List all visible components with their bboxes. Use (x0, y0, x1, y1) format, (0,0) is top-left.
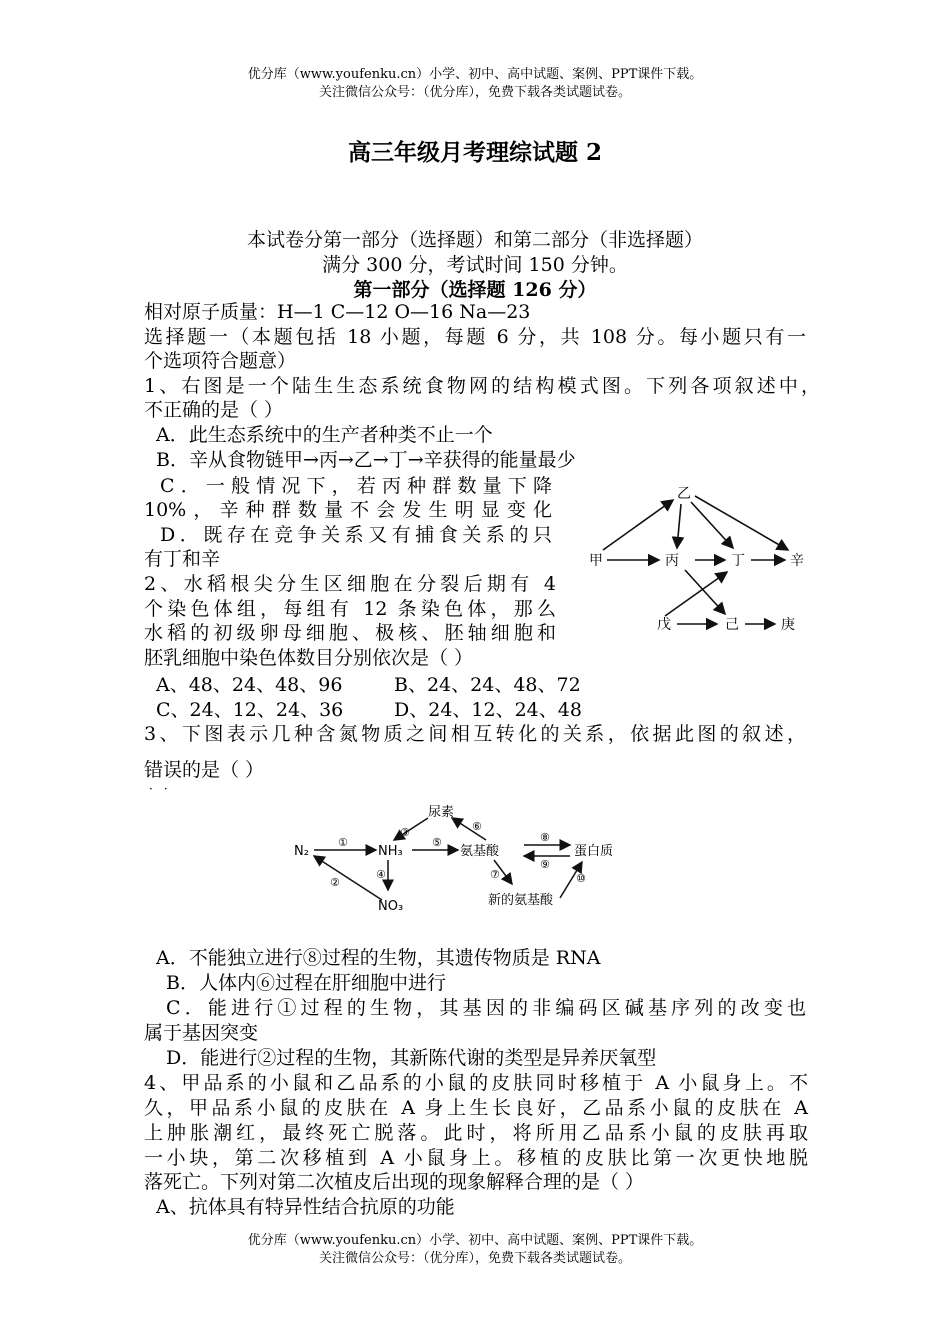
q4-stem-cont1: 久，甲品系小鼠的皮肤在 A 身上生长良好，乙品系小鼠的皮肤在 A (144, 1097, 808, 1119)
foodweb-arrow-yi-bing (677, 504, 681, 548)
q3-option-c: C．能进行①过程的生物，其基因的非编码区碱基序列的改变也 (166, 997, 806, 1019)
section1-instructions-cont: 个选项符合题意） (144, 350, 297, 372)
q3-option-a: A．不能独立进行⑧过程的生物，其遗传物质是 RNA (156, 947, 601, 969)
q4-stem-cont2: 上肿胀潮红，最终死亡脱落。此时，将所用乙品系小鼠的皮肤再取 (144, 1122, 808, 1144)
q1-option-d: D．既存在竞争关系又有捕食关系的只 (160, 524, 552, 546)
n-step-2: ② (330, 876, 340, 889)
foodweb-node-yi: 乙 (677, 486, 691, 502)
q2-option-c: C、24、12、24、36 (156, 699, 344, 721)
q2-stem-cont1: 个染色体组，每组有 12 条染色体，那么 (144, 598, 556, 620)
q2-option-a: A、48、24、48、96 (156, 674, 343, 696)
q3-option-c-cont: 属于基因突变 (144, 1022, 259, 1044)
q3-option-b: B．人体内⑥过程在肝细胞中进行 (166, 972, 446, 994)
n-node-n2: N₂ (294, 844, 309, 859)
foodweb-node-ding: 丁 (731, 553, 745, 569)
page-title: 高三年级月考理综试题 2 (347, 139, 602, 166)
intro-line2: 满分 300 分，考试时间 150 分钟。 (322, 254, 628, 276)
n-step-8: ⑧ (540, 831, 550, 844)
q2-stem-cont3: 胚乳细胞中染色体数目分别依次是（ ） (144, 647, 474, 669)
q1-option-a: A．此生态系统中的生产者种类不止一个 (156, 424, 493, 446)
page-footer-line1: 优分库（www.youfenku.cn）小学、初中、高中试题、案例、PPT课件下载。 (247, 1233, 703, 1248)
foodweb-arrow-yi-xin (695, 496, 788, 550)
n-step-9: ⑨ (540, 858, 550, 871)
q1-option-d-cont: 有丁和辛 (144, 548, 221, 570)
n-node-amino: 氨基酸 (460, 844, 500, 859)
n-node-new-amino: 新的氨基酸 (488, 893, 554, 908)
n-arrow-2 (314, 856, 382, 900)
part1-heading: 第一部分（选择题 126 分） (353, 279, 597, 301)
n-step-10: ⑩ (576, 872, 586, 885)
n-step-3: ③ (400, 826, 410, 839)
q1-stem: 1、右图是一个陆生生态系统食物网的结构模式图。下列各项叙述中， (144, 375, 820, 397)
q3-stem-cont: 错误的是（ ） (144, 759, 265, 781)
section1-instructions: 选择题一（本题包括 18 小题，每题 6 分，共 108 分。每小题只有一 (144, 326, 806, 348)
intro-line1: 本试卷分第一部分（选择题）和第二部分（非选择题） (246, 229, 703, 251)
foodweb-arrow-yi-ding (691, 502, 733, 548)
foodweb-arrow-bing-ji (685, 570, 725, 614)
q1-option-c: C．一般情况下，若丙种群数量下降 (160, 475, 552, 497)
n-node-urea: 尿素 (428, 805, 455, 820)
n-step-5: ⑤ (432, 836, 442, 849)
q2-option-b: B、24、24、48、72 (394, 674, 581, 696)
food-web-diagram (585, 478, 820, 638)
q1-option-c-cont: 10%，辛种群数量不会发生明显变化 (144, 499, 552, 521)
q2-stem: 2、水稻根尖分生区细胞在分裂后期有 4 (144, 573, 556, 595)
foodweb-node-ji: 己 (725, 617, 739, 633)
n-node-nh3: NH₃ (378, 844, 403, 859)
n-step-1: ① (338, 836, 348, 849)
n-step-6: ⑥ (472, 820, 482, 833)
q3-stem: 3、下图表示几种含氮物质之间相互转化的关系，依据此图的叙述， (144, 723, 806, 745)
q3-option-d: D．能进行②过程的生物，其新陈代谢的类型是异养厌氧型 (166, 1047, 657, 1069)
q1-option-b: B．辛从食物链甲→丙→乙→丁→辛获得的能量最少 (156, 449, 576, 471)
foodweb-node-bing: 丙 (665, 553, 679, 569)
q2-stem-cont2: 水稻的初级卵母细胞、极核、胚轴细胞和 (144, 622, 556, 644)
page-footer-line2: 关注微信公众号：（优分库），免费下载各类试题试卷。 (318, 1251, 631, 1266)
q4-stem-cont3: 一小块，第二次移植到 A 小鼠身上。移植的皮肤比第一次更快地脱 (144, 1147, 808, 1169)
q4-stem-cont4: 落死亡。下列对第二次植皮后出现的现象解释合理的是（ ） (144, 1171, 645, 1193)
q4-option-a: A、抗体具有特异性结合抗原的功能 (156, 1196, 455, 1218)
page-header-line1: 优分库（www.youfenku.cn）小学、初中、高中试题、案例、PPT课件下载。 (247, 67, 703, 82)
foodweb-arrow-wu-ding (665, 572, 727, 616)
foodweb-node-wu: 戊 (657, 617, 671, 633)
page-header-line2: 关注微信公众号：（优分库），免费下载各类试题试卷。 (318, 85, 631, 100)
nitrogen-diagram (290, 800, 635, 925)
n-node-protein: 蛋白质 (574, 844, 614, 859)
n-node-no3: NO₃ (378, 899, 404, 914)
q1-stem-cont: 不正确的是（ ） (144, 399, 284, 421)
q2-option-d: D、24、12、24、48 (394, 699, 582, 721)
foodweb-arrow-jia-yi (603, 500, 673, 550)
n-step-4: ④ (376, 868, 386, 881)
atomic-mass: 相对原子质量：H—1 C—12 O—16 Na—23 (144, 301, 531, 323)
foodweb-node-xin: 辛 (790, 553, 804, 569)
foodweb-node-geng: 庚 (781, 617, 795, 633)
foodweb-node-jia: 甲 (589, 553, 603, 569)
emphasis-dots: ·· (149, 782, 179, 796)
n-step-7: ⑦ (490, 868, 500, 881)
q4-stem: 4、甲品系的小鼠和乙品系的小鼠的皮肤同时移植于 A 小鼠身上。不 (144, 1072, 808, 1094)
